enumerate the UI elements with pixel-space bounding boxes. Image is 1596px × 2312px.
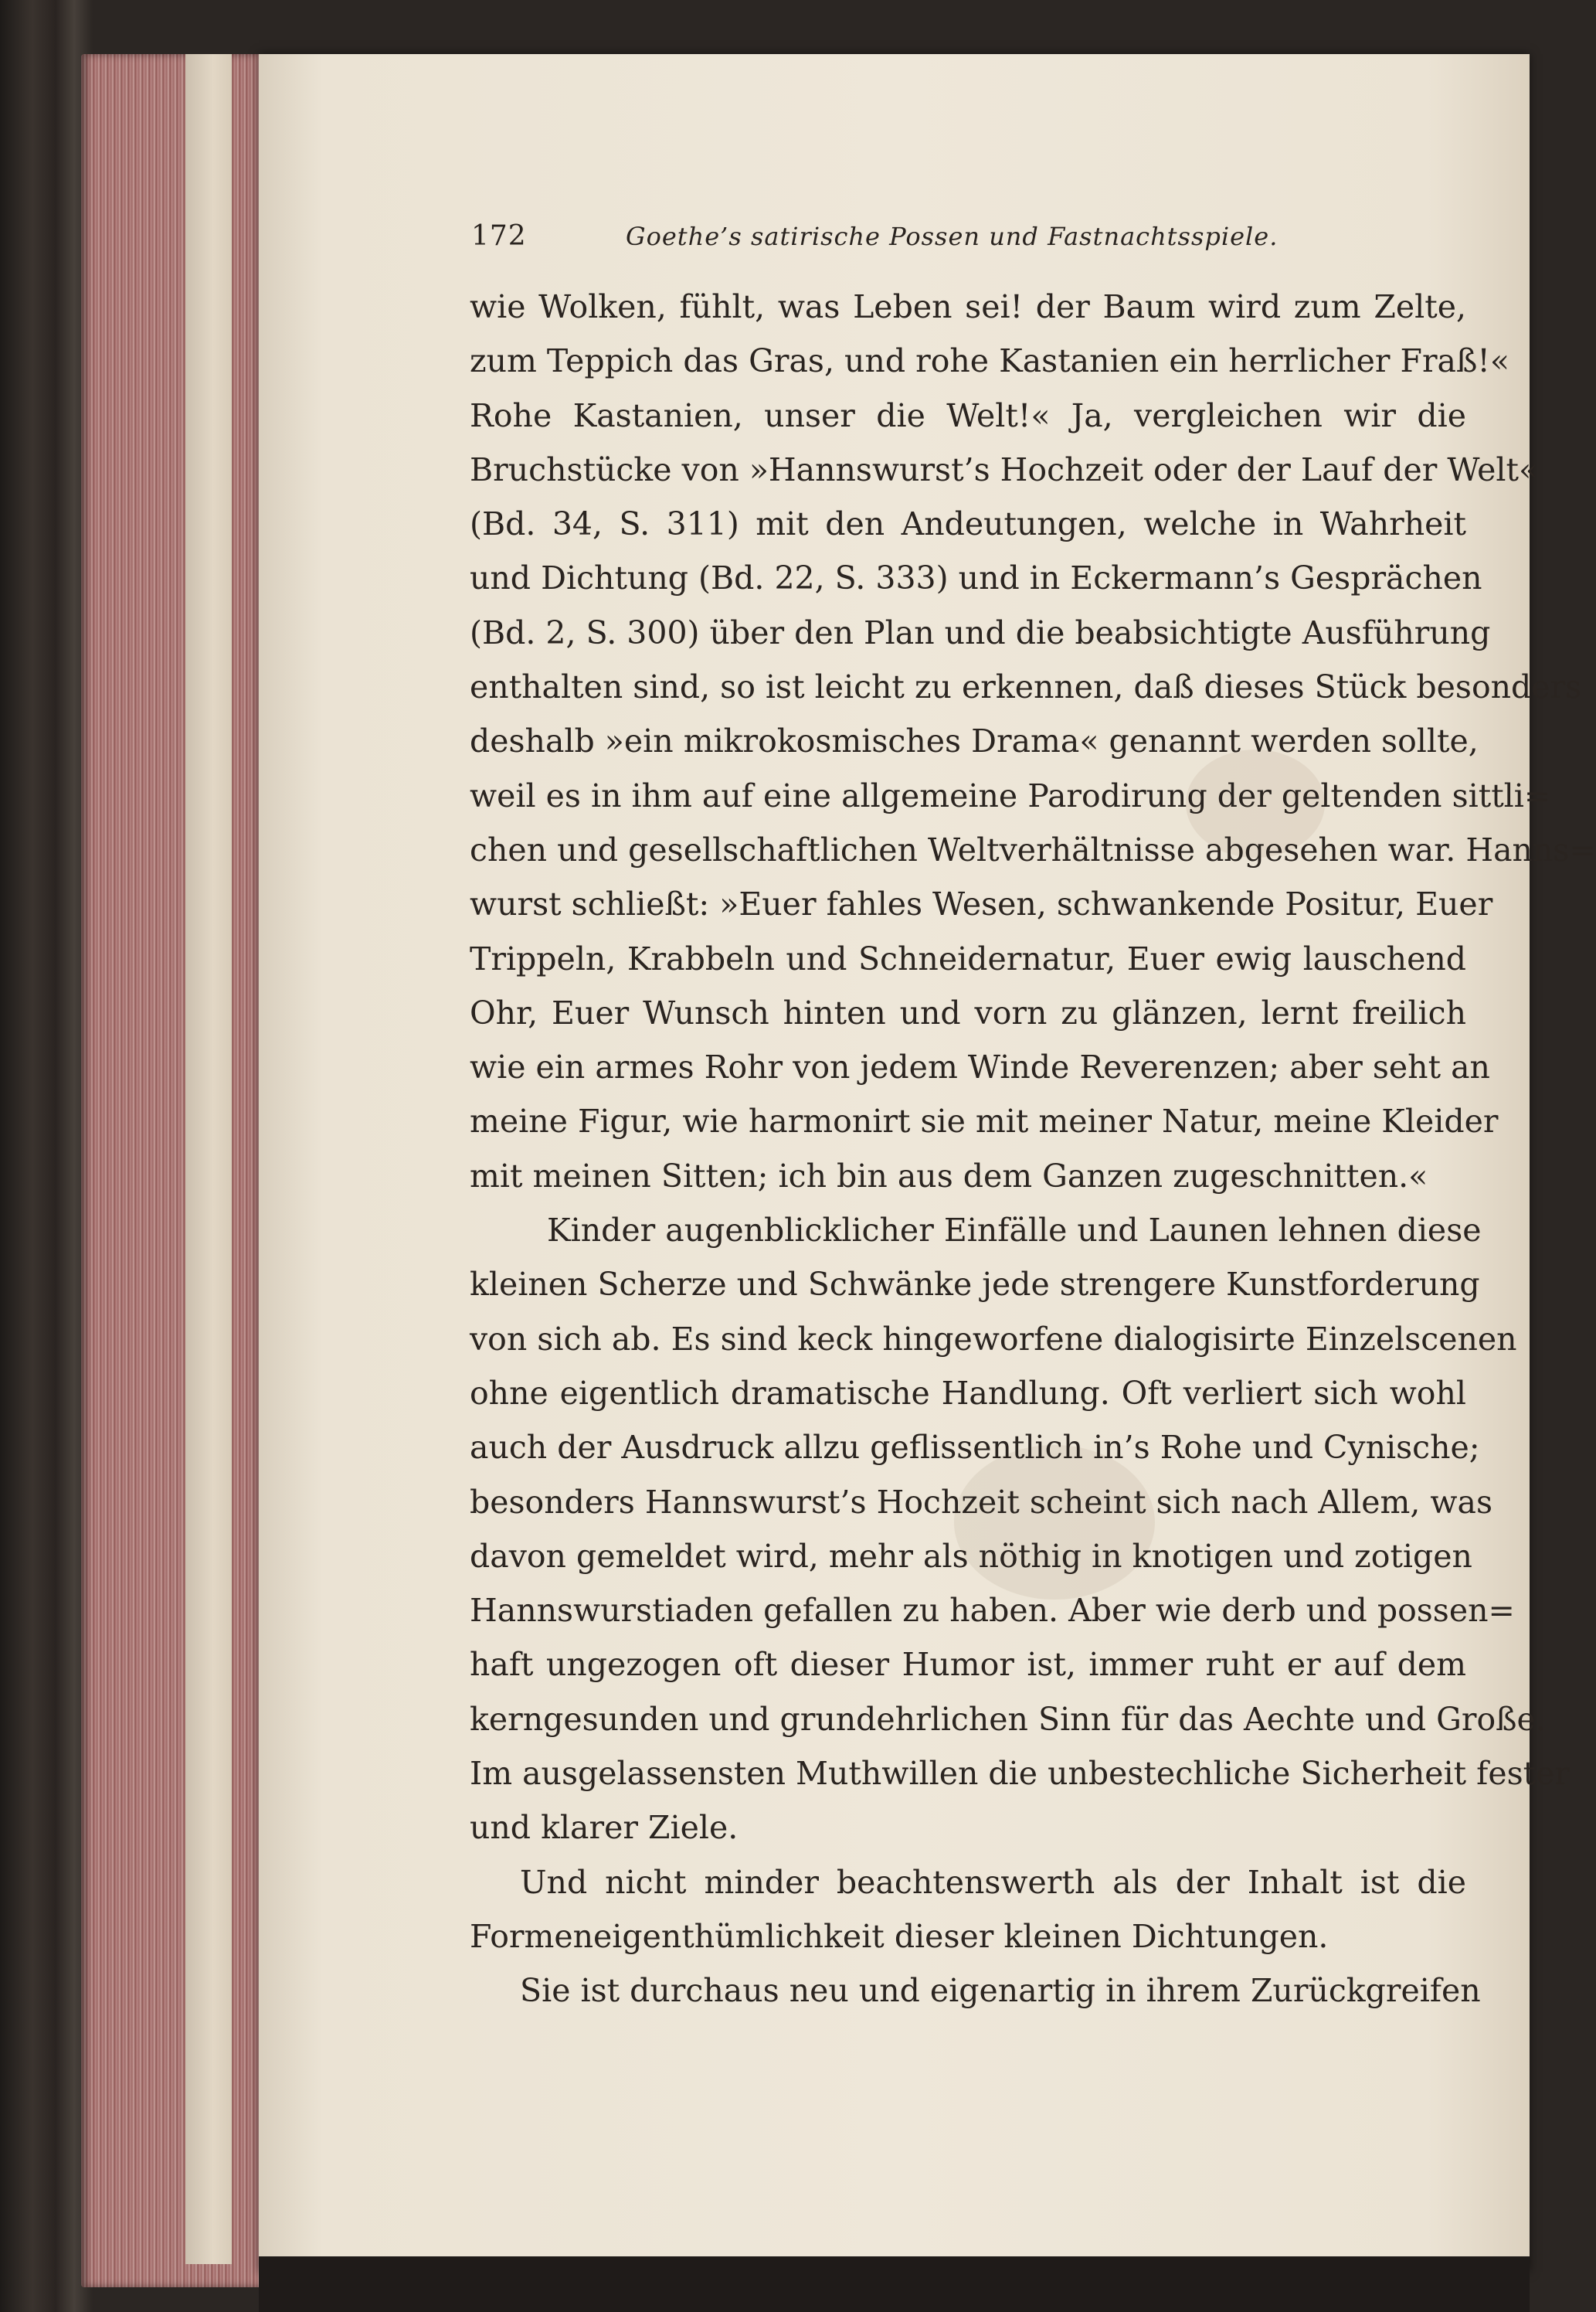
book-binding bbox=[0, 0, 93, 2312]
running-title: Goethe’s satirische Possen und Fastnachtsspiele. bbox=[626, 222, 1278, 251]
text-line: enthalten sind, so ist leicht zu erkennen, daß dieses Stück besonders bbox=[470, 668, 1582, 706]
text-line: zum Teppich das Gras, und rohe Kastanien ein herrlicher Fraß!« bbox=[470, 342, 1509, 380]
text-line: deshalb »ein mikrokosmisches Drama« genannt werden sollte, bbox=[470, 722, 1479, 760]
text-line: Im ausgelassensten Muthwillen die unbestechliche Sicherheit fester bbox=[470, 1755, 1570, 1793]
text-line: Ohr, Euer Wunsch hinten und vorn zu glänzen, lernt freilich bbox=[470, 994, 1466, 1032]
text-line: besonders Hannswurst’s Hochzeit scheint sich nach Allem, was bbox=[470, 1483, 1493, 1521]
body-text bbox=[470, 280, 1596, 2018]
text-line: wurst schließt: »Euer fahles Wesen, schwankende Positur, Euer bbox=[470, 886, 1493, 923]
text-line: (Bd. 2, S. 300) über den Plan und die beabsichtigte Ausführung bbox=[470, 614, 1491, 651]
text-line: Bruchstücke von »Hannswurst’s Hochzeit oder der Lauf der Welt« bbox=[470, 450, 1539, 488]
page-edge-gutter bbox=[185, 54, 232, 2264]
text-line: ohne eigentlich dramatische Handlung. Oft verliert sich wohl bbox=[470, 1374, 1466, 1412]
text-line: meine Figur, wie harmonirt sie mit meiner Natur, meine Kleider bbox=[470, 1103, 1499, 1141]
text-line: chen und gesellschaftlichen Weltverhältnisse abgesehen war. Hanns= bbox=[470, 831, 1596, 869]
text-line: und Dichtung (Bd. 22, S. 333) und in Eckermann’s Gesprächen bbox=[470, 559, 1482, 597]
text-line: Rohe Kastanien, unser die Welt!« Ja, vergleichen wir die bbox=[470, 396, 1466, 434]
text-line: Sie ist durchaus neu und eigenartig in ihrem Zurückgreifen bbox=[520, 1972, 1481, 2010]
text-line: haft ungezogen oft dieser Humor ist, immer ruht er auf dem bbox=[470, 1646, 1466, 1684]
page-bottom-shadow bbox=[259, 2256, 1530, 2312]
text-line: auch der Ausdruck allzu geflissentlich in’s Rohe und Cynische; bbox=[470, 1429, 1480, 1467]
text-line: davon gemeldet wird, mehr als nöthig in knotigen und zotigen bbox=[470, 1537, 1472, 1575]
text-line: weil es in ihm auf eine allgemeine Parodirung der geltenden sittli= bbox=[470, 777, 1551, 814]
text-line: wie ein armes Rohr von jedem Winde Reverenzen; aber seht an bbox=[470, 1049, 1490, 1086]
text-line: und klarer Ziele. bbox=[470, 1809, 739, 1847]
text-line: Kinder augenblicklicher Einfälle und Launen lehnen diese bbox=[547, 1212, 1482, 1250]
text-line: Formeneigenthümlichkeit dieser kleinen Dichtungen. bbox=[470, 1917, 1329, 1955]
text-line: (Bd. 34, S. 311) mit den Andeutungen, welche in Wahrheit bbox=[470, 505, 1466, 543]
text-line: wie Wolken, fühlt, was Leben sei! der Baum wird zum Zelte, bbox=[470, 288, 1466, 325]
text-line: Hannswurstiaden gefallen zu haben. Aber wie derb und possen= bbox=[470, 1592, 1515, 1630]
page-edge-stack bbox=[81, 54, 263, 2287]
text-line: Trippeln, Krabbeln und Schneidernatur, Euer ewig lauschend bbox=[470, 940, 1466, 978]
page-number: 172 bbox=[471, 220, 527, 252]
text-line: von sich ab. Es sind keck hingeworfene dialogisirte Einzelscenen bbox=[470, 1320, 1517, 1358]
text-line: Und nicht minder beachtenswerth als der Inhalt ist die bbox=[520, 1863, 1466, 1901]
text-line: kleinen Scherze und Schwänke jede strengere Kunstforderung bbox=[470, 1266, 1480, 1304]
text-line: mit meinen Sitten; ich bin aus dem Ganzen zugeschnitten.« bbox=[470, 1157, 1428, 1195]
text-line: kerngesunden und grundehrlichen Sinn für das Aechte und Große. bbox=[470, 1700, 1546, 1738]
